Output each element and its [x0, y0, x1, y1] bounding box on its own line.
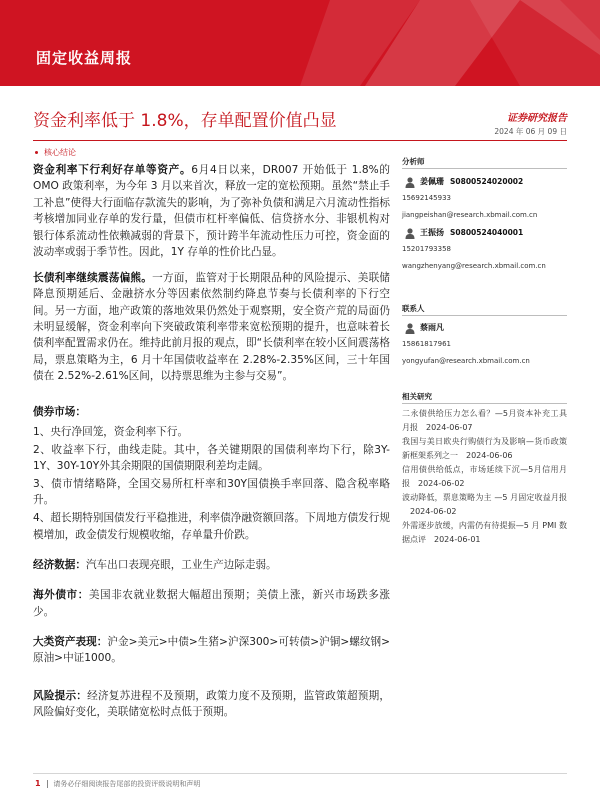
- contact-name: 蔡雨凡: [420, 323, 444, 332]
- overseas-bonds-paragraph: [33, 587, 390, 620]
- analysts-heading: 分析师: [402, 156, 567, 169]
- related-research-list: [402, 407, 567, 547]
- related-research-item: [402, 463, 567, 491]
- research-date: 2024-06-06: [466, 451, 513, 460]
- research-title: 波动降低，票息策略为主 —5 月固定收益月报: [402, 493, 567, 502]
- person-icon: [405, 177, 415, 188]
- bullet-icon: [35, 151, 38, 154]
- analyst-name-row: [402, 224, 567, 241]
- analyst-phone: 15201793358: [402, 245, 451, 253]
- analyst-name-row: [402, 173, 567, 190]
- paragraph-text: 美国非农就业数据大幅超出预期；美债上涨，新兴市场跌多涨少。: [33, 589, 391, 618]
- related-research-item: [402, 519, 567, 547]
- contact-phone: 15861817961: [402, 340, 451, 348]
- header-banner: [0, 0, 600, 86]
- research-title: 信用债供给低点，市场延续下沉—5月信用月报: [402, 465, 567, 488]
- paragraph-lead: 海外债市：: [33, 589, 89, 602]
- contact-email[interactable]: yongyufan@research.xbmail.com.cn: [402, 357, 530, 365]
- related-research-item: [402, 491, 567, 519]
- analyst-name: 王振扬: [420, 228, 444, 237]
- section-label: [35, 147, 76, 158]
- bond-market-item: 2、收益率下行，曲线走陡。其中，各关键期限的国债利率均下行，除3Y-1Y、30Y-10Y外其余期限的国债期限利差均走阔。: [33, 443, 390, 473]
- bond-market-heading: [33, 404, 390, 420]
- section-label-text: 核心结论: [44, 148, 76, 157]
- paragraph-text: 6月4日以来，DR007 开始低于 1.8%的 OMO 政策利率，为今年 3 月以来首次，释放一定的宽松预期。虽然“禁止手工补息”使得大行面临存款流失的影响，为了弥补负债和满足六月流动性指标考核增加同业存单的发行量，但债市杠杆率偏低、信贷挤水分、非银机构对银行体系流动性依赖减弱的背景下，预计跨半年流动性压力可控，资金面的波动率或弱于季节性。因此，1Y 存单的性价比凸显。: [33, 164, 390, 259]
- related-research-item: [402, 435, 567, 463]
- asset-performance-paragraph: [33, 634, 390, 667]
- report-type-label: 证券研究报告: [507, 113, 567, 124]
- bond-market-item: 4、超长期特别国债发行平稳推进，利率债净融资额回落。下周地方债发行规模增加，政金债发行规模收缩，存单量升价跌。: [33, 512, 390, 541]
- analyst-name: 姜佩珊: [420, 177, 444, 186]
- analyst-license: S0800524020002: [450, 177, 524, 186]
- paragraph-text: 经济复苏进程不及预期，政策力度不及预期，监管政策超预期，风险偏好变化，美联储宽松时点低于预期。: [33, 689, 391, 718]
- contacts-heading: 联系人: [402, 303, 567, 316]
- bond-market-label: 债券市场：: [33, 405, 86, 418]
- research-title: 我国与美日欧央行购债行为及影响—货币政策新框架系列之一: [402, 437, 567, 460]
- research-title: 二永债供给压力怎么看？—5月资本补充工具月报: [402, 409, 567, 432]
- paragraph-lead: 大类资产表现：: [33, 635, 108, 648]
- page-title: 资金利率低于 1.8%，存单配置价值凸显: [33, 111, 337, 131]
- research-date: 2024-06-02: [410, 507, 457, 516]
- analyst-email[interactable]: jiangpeishan@research.xbmail.com.cn: [402, 211, 538, 219]
- page-number: 1: [35, 779, 41, 788]
- analyst-email[interactable]: wangzhenyang@research.xbmail.com.cn: [402, 262, 546, 270]
- paragraph-lead: 资金利率下行利好存单等资产。: [33, 164, 192, 176]
- banner-decoration: [0, 0, 600, 86]
- research-date: 2024-06-01: [434, 535, 481, 544]
- research-date: 2024-06-02: [418, 479, 465, 488]
- person-icon: [405, 228, 415, 239]
- bond-market-item: 1、央行净回笼，资金利率下行。: [33, 425, 189, 438]
- paragraph-text: 沪金>美元>中债>生猪>沪深300>可转债>沪铜>螺纹钢>原油>中证1000。: [33, 635, 390, 665]
- paragraph-text: 汽车出口表现亮眼，工业生产边际走弱。: [85, 559, 277, 572]
- contact-card: [402, 319, 567, 370]
- paragraph-lead: 经济数据：: [33, 559, 86, 572]
- risk-warning-paragraph: [33, 688, 390, 721]
- paragraph-lead: 风险提示：: [33, 689, 88, 702]
- bond-market-item: 3、债市情绪略降，全国交易所杠杆率和30Y国债换手率回落、隐含税率略升。: [33, 478, 390, 507]
- report-series-title: 固定收益周报: [36, 49, 133, 67]
- person-icon: [405, 323, 415, 334]
- main-content: [33, 162, 390, 720]
- related-research-heading: 相关研究: [402, 391, 567, 404]
- paragraph-long-bond-rates: [33, 270, 390, 385]
- contact-name-row: [402, 319, 567, 336]
- research-date: 2024-06-07: [426, 423, 473, 432]
- economic-data-paragraph: [33, 557, 390, 573]
- paragraph-text: 一方面，监管对于长期限品种的风险提示、美联储降息预期延后、金融挤水分等因素依然制约降息节奏与长债利率的下行空间。另一方面，地产政策的落地效果仍然处于观察期，安全资产荒的局面仍未明显缓解，资金利率向下突破政策利率带来宽松预期的提升，也意味着长债利率配置需求仍在。维持此前月报的观点，即“长债利率在较小区间震荡格局，票息策略为主，6 月十年国债收益率在 2.28%-2.35%区间，三十年国债在 2.52%-2.61%区间，以持票思维为主参与交易”。: [33, 271, 390, 383]
- paragraph-funding-rates: [33, 162, 390, 260]
- analyst-card: [402, 224, 567, 275]
- footer: [35, 779, 200, 789]
- related-research-item: [402, 407, 567, 435]
- analyst-card: [402, 173, 567, 224]
- report-date: 2024 年 06 月 09 日: [494, 127, 567, 136]
- footer-separator: [47, 780, 48, 788]
- research-title: 外需逐步放缓，内需仍有待提振—5 月 PMI 数据点评: [402, 521, 567, 544]
- title-divider: [33, 140, 567, 141]
- footer-disclaimer: 请务必仔细阅读报告尾部的投资评级说明和声明: [53, 780, 201, 788]
- analyst-phone: 15692145933: [402, 194, 451, 202]
- paragraph-lead: 长债利率继续震荡偏熊。: [33, 271, 153, 284]
- footer-divider: [33, 773, 567, 774]
- analyst-license: S0800524040001: [450, 228, 524, 237]
